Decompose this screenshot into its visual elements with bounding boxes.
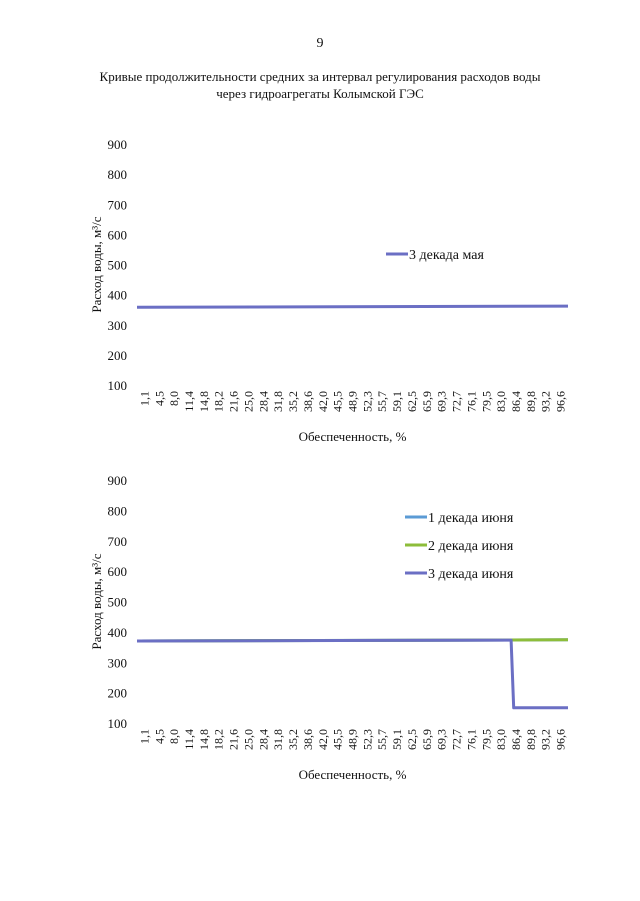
x-tick-label: 31,8 [271,729,286,750]
x-tick-label: 11,4 [182,729,197,750]
y-tick-label: 500 [107,257,127,273]
y-tick-label: 700 [107,197,127,213]
x-tick-label: 1,1 [137,729,152,744]
y-tick-label: 100 [107,378,127,393]
y-tick-label: 800 [107,167,127,183]
x-axis-title: Обеспеченность, % [298,767,407,782]
x-tick-label: 89,8 [523,729,538,750]
y-tick-label: 400 [107,287,127,303]
x-tick-label: 25,0 [241,391,256,412]
x-tick-label: 65,9 [419,391,434,412]
x-tick-label: 4,5 [152,391,167,406]
x-tick-label: 55,7 [375,729,390,750]
x-tick-label: 21,6 [226,729,241,750]
y-tick-label: 900 [107,473,127,488]
x-tick-label: 89,8 [523,391,538,412]
x-tick-label: 86,4 [508,729,523,750]
x-tick-label: 14,8 [196,729,211,750]
x-tick-label: 96,6 [553,391,568,412]
y-tick-label: 200 [107,685,127,701]
x-tick-label: 69,3 [434,729,449,750]
y-tick-label: 300 [107,317,127,333]
y-tick-label: 700 [107,533,127,549]
x-tick-label: 69,3 [434,391,449,412]
y-tick-label: 200 [107,347,127,363]
x-tick-label: 18,2 [211,391,226,412]
legend-label-3: 3 декада июня [428,567,514,582]
y-tick-label: 600 [107,227,127,243]
x-tick-label: 28,4 [256,391,271,412]
x-tick-label: 35,2 [286,391,301,412]
x-tick-label: 42,0 [315,729,330,750]
x-axis-title: Обеспеченность, % [298,429,407,444]
y-tick-label: 400 [107,624,127,640]
x-tick-label: 52,3 [360,729,375,750]
y-tick-label: 600 [107,564,127,580]
x-tick-label: 38,6 [300,729,315,750]
x-tick-label: 45,5 [330,391,345,412]
x-tick-label: 86,4 [508,391,523,412]
x-tick-label: 8,0 [167,729,182,744]
y-tick-label: 900 [107,137,127,152]
x-tick-label: 45,5 [330,729,345,750]
x-tick-label: 1,1 [137,391,152,406]
x-tick-label: 79,5 [479,391,494,412]
x-tick-label: 38,6 [300,391,315,412]
page-number: 9 [316,36,324,51]
x-tick-label: 65,9 [419,729,434,750]
x-tick-label: 79,5 [479,729,494,750]
x-tick-label: 35,2 [286,729,301,750]
x-tick-label: 28,4 [256,729,271,750]
y-axis-title: Расход воды, м³/с [89,553,104,650]
x-tick-label: 25,0 [241,729,256,750]
x-tick-label: 59,1 [390,729,405,750]
series-line-1 [137,306,568,307]
x-tick-label: 11,4 [182,391,197,412]
x-tick-label: 18,2 [211,729,226,750]
x-tick-label: 31,8 [271,391,286,412]
x-tick-label: 52,3 [360,391,375,412]
x-tick-label: 83,0 [494,729,509,750]
legend-label-2: 2 декада июня [428,539,514,554]
x-tick-label: 76,1 [464,391,479,412]
series-line-3 [137,640,568,708]
y-tick-label: 300 [107,655,127,671]
y-tick-label: 100 [107,716,127,731]
legend-label-1: 1 декада июня [428,511,514,526]
x-tick-label: 48,9 [345,391,360,412]
x-tick-label: 8,0 [167,391,182,406]
x-tick-label: 14,8 [196,391,211,412]
chart-3-dekada-maya [0,130,640,450]
document-title-line-2: через гидроагрегаты Колымской ГЭС [216,86,424,101]
chart-dekady-iyunya [0,468,640,788]
x-tick-label: 72,7 [449,729,464,750]
x-tick-label: 59,1 [390,391,405,412]
x-tick-label: 72,7 [449,391,464,412]
x-tick-label: 42,0 [315,391,330,412]
document-title-line-1: Кривые продолжительности средних за интервал регулирования расходов воды [99,69,541,84]
x-tick-label: 83,0 [494,391,509,413]
x-tick-label: 62,5 [404,391,419,412]
x-tick-label: 93,2 [538,391,553,412]
x-tick-label: 4,5 [152,729,167,744]
x-tick-label: 93,2 [538,729,553,750]
y-tick-label: 500 [107,594,127,610]
legend-label-1: 3 декада мая [409,248,484,263]
document-title [0,68,640,102]
x-tick-label: 55,7 [375,391,390,412]
x-tick-label: 48,9 [345,729,360,750]
x-tick-label: 76,1 [464,729,479,750]
x-tick-label: 62,5 [404,729,419,750]
x-tick-label: 21,6 [226,391,241,412]
y-axis-title: Расход воды, м³/с [89,216,104,313]
y-tick-label: 800 [107,503,127,519]
x-tick-label: 96,6 [553,729,568,750]
